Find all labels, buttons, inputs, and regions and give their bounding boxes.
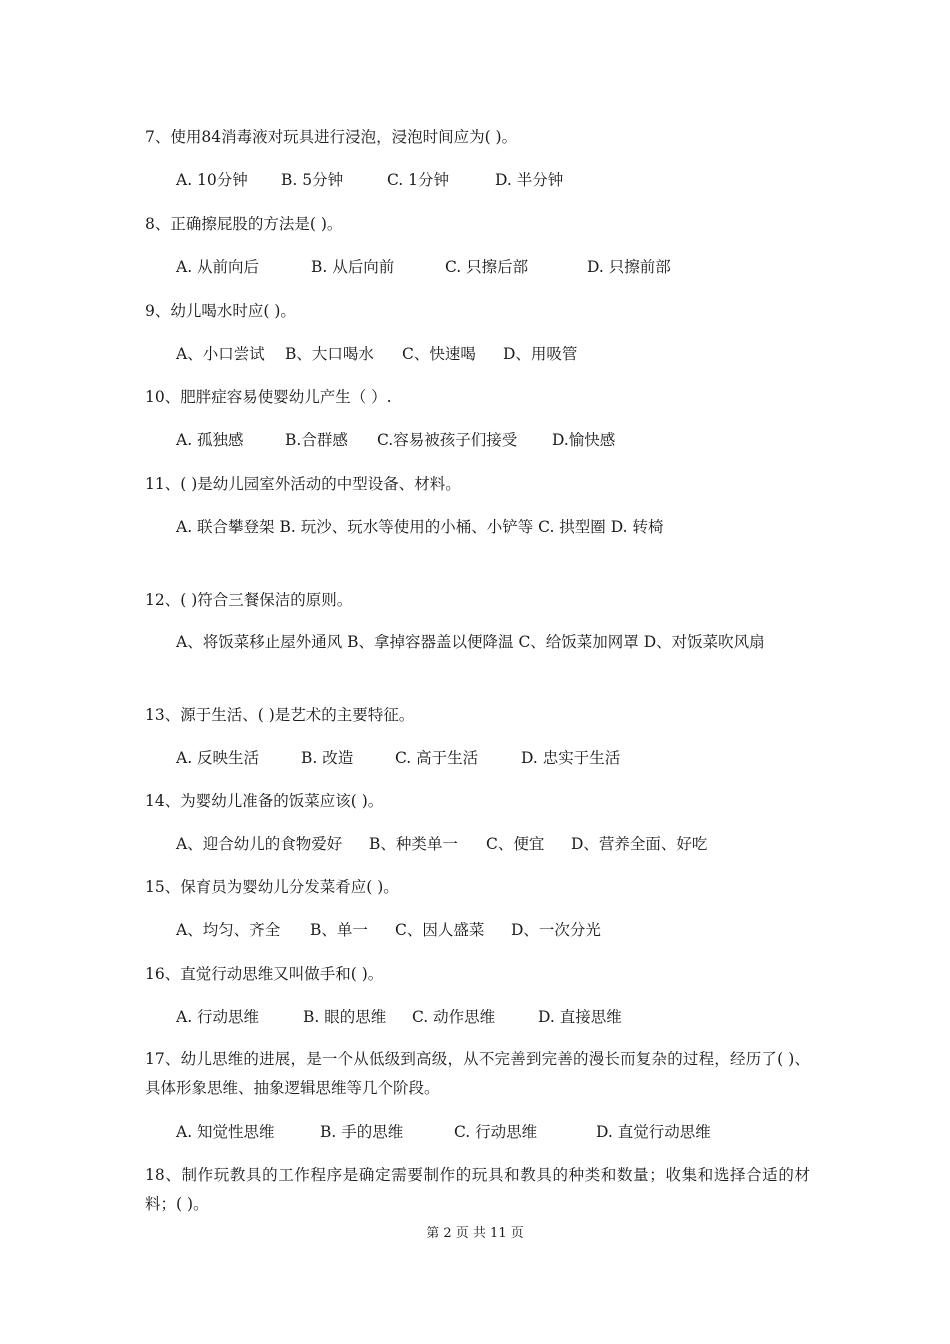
option-d: D、一次分光	[511, 921, 601, 939]
option-a: A. 行动思维	[176, 1008, 260, 1026]
question-16: 16、直觉行动思维又叫做手和( )。	[145, 965, 384, 983]
question-12: 12、( )符合三餐保洁的原则。	[145, 591, 353, 609]
option-b: B、大口喝水	[285, 345, 374, 363]
option-a: A. 反映生活	[176, 749, 260, 767]
question-11: 11、( )是幼儿园室外活动的中型设备、材料。	[145, 475, 461, 493]
option-b: B. 眼的思维	[303, 1008, 387, 1026]
option-d: D. 忠实于生活	[521, 749, 621, 767]
question-8: 8、正确擦屁股的方法是( )。	[145, 215, 343, 233]
option-c: C、快速喝	[402, 345, 476, 363]
option-a: A. 10分钟	[176, 171, 248, 189]
page-footer: 第 2 页 共 11 页	[426, 1226, 524, 1241]
option-c: C. 高于生活	[395, 749, 479, 767]
option-a: A. 知觉性思维	[176, 1123, 275, 1141]
question-14: 14、为婴幼儿准备的饭菜应该( )。	[145, 792, 384, 810]
option-b: B、种类单一	[369, 835, 458, 853]
option-d: D. 直接思维	[538, 1008, 622, 1026]
option-a: A. 孤独感	[176, 431, 244, 449]
option-a: A、均匀、齐全	[176, 921, 281, 939]
option-d: D. 只擦前部	[587, 258, 671, 276]
question-9: 9、幼儿喝水时应( )。	[145, 302, 296, 320]
option-d: D.愉快感	[552, 431, 616, 449]
option-a: A、迎合幼儿的食物爱好	[176, 835, 343, 853]
question-18: 18、制作玩教具的工作程序是确定需要制作的玩具和教具的种类和数量；收集和选择合适的材料；( )。	[145, 1166, 810, 1213]
question-10: 10、肥胖症容易使婴幼儿产生（ ）.	[145, 388, 392, 406]
option-c: C.容易被孩子们接受	[377, 431, 518, 449]
question-15: 15、保育员为婴幼儿分发菜肴应( )。	[145, 878, 399, 896]
option-b: B. 改造	[301, 749, 354, 767]
question-17: 17、幼儿思维的进展，是一个从低级到高级，从不完善到完善的漫长而复杂的过程，经历了( )、具体形象思维、抽象逻辑思维等几个阶段。	[145, 1050, 810, 1097]
option-a: A. 从前向后	[176, 258, 260, 276]
option-a: A、小口尝试	[176, 345, 265, 363]
option-c: C、便宜	[486, 835, 545, 853]
option-c: C. 只擦后部	[445, 258, 529, 276]
option-b: B. 从后向前	[311, 258, 395, 276]
option-c: C. 动作思维	[412, 1008, 496, 1026]
option-c: C. 行动思维	[454, 1123, 538, 1141]
option-d: D. 直觉行动思维	[596, 1123, 711, 1141]
option-b: B. 5分钟	[281, 171, 344, 189]
option-b: B. 手的思维	[320, 1123, 404, 1141]
option-b: B.合群感	[285, 431, 348, 449]
question-7: 7、使用84消毒液对玩具进行浸泡，浸泡时间应为( )。	[145, 128, 518, 146]
option-b: B、单一	[310, 921, 368, 939]
question-11-options: A. 联合攀登架 B. 玩沙、玩水等使用的小桶、小铲等 C. 拱型圈 D. 转椅	[176, 518, 664, 536]
option-c: C、因人盛菜	[395, 921, 485, 939]
option-d: D、用吸管	[503, 345, 578, 363]
option-d: D. 半分钟	[495, 171, 564, 189]
question-13: 13、源于生活、( )是艺术的主要特征。	[145, 706, 415, 724]
option-c: C. 1分钟	[387, 171, 450, 189]
option-d: D、营养全面、好吃	[571, 835, 708, 853]
question-12-options: A、将饭菜移止屋外通风 B、拿掉容器盖以便降温 C、给饭菜加网罩 D、对饭菜吹风扇	[176, 633, 765, 651]
